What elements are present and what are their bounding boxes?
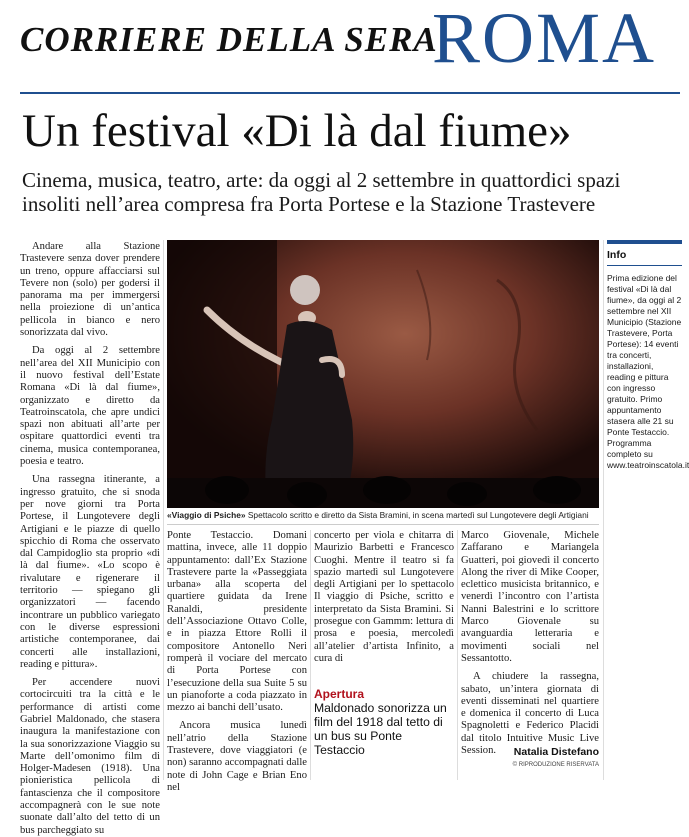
article-column-2 xyxy=(167,530,307,793)
paragraph: Marco Giovenale, Michele Zaffarano e Mariangela Guatteri, poi giovedì il concerto Along the river di Mike Cooper, eclettico musicista britannico, e venerdì l’incontro con l’artista Nanni Balestrini e lo scrittore Marco Giovenale su avanguardia letteraria e movimenti sociali nel Sessantotto. xyxy=(461,530,599,664)
paragraph: Per accendere nuovi cortocircuiti tra la città e le performance di artisti come Gabriel Maldonado, che stasera inaugura la manifestazione con la sua sonorizzazione Viaggio su Marte dell’omonimo film di Holger-Madesen (1918). Una pionieristica pellicola di fantascienza che il compositore accompagnerà con le sue note suonate dall’alto del tetto di un bus parcheggiato su xyxy=(20,677,160,836)
paragraph: Da oggi al 2 settembre nell’area del XII Municipio con il nuovo festival dell’Estate Romana «Di là dal fiume», organizzato e diretto da Teatroinscatola, che apre undici spazi non abituati all’arte per ospitare quattordici eventi tra cinema, musica contemporanea, poesia e teatro. xyxy=(20,345,160,468)
photo-caption xyxy=(167,510,599,525)
masthead xyxy=(0,0,689,100)
pull-quote xyxy=(314,687,454,757)
masthead-rule xyxy=(20,92,680,94)
article-headline: Un festival «Di là dal fiume» xyxy=(22,105,572,157)
performance-photo xyxy=(167,240,599,508)
column-divider xyxy=(603,240,604,780)
paragraph: Una rassegna itinerante, a ingresso gratuito, che si snoda per nove giorni tra Porta Portese, il Lungotevere degli Artigiani e le piazze di quello spicchio di Roma che osservato dal Campidoglio sta proprio «di là dal fiume». «Lo scopo è rivalutare e rigenerare il territorio — spiegano gli organizzatori — facendo incontrare un pubblico variegato con le diverse espressioni artistiche contemporanee, dai concerti alle installazioni, reading e pittura». xyxy=(20,474,160,670)
paragraph: Ancora musica lunedì nell’atrio della Stazione Trastevere, dove viaggiatori (e non) saranno accompagnati dalle note di John Cage e Brian Eno nel xyxy=(167,720,307,793)
paragraph: concerto per viola e chitarra di Maurizio Barbetti e Francesco Cuoghi. Mentre il teatro si fa spazio martedì sul Lungotevere degli Artigiani per lo spettacolo Il viaggio di Psiche, scritto e interpretato da Sista Bramini. Si prosegue con Gammm: lettura di prosa e poesia, mercoledì all’atelier d’artista Infinito, a cura di xyxy=(314,530,454,664)
info-box-text: Prima edizione del festival «Di là dal fiume», da oggi al 2 settembre nel XII Municipio (Stazione Trastevere, Porta Portese): 14 eventi tra concerti, installazioni, reading e pittura con ingresso gratuito. Primo appuntamento stasera alle 21 su Ponte Testaccio. Programma completo su www.teatroinscatola.it xyxy=(607,273,689,470)
copyright-notice: © RIPRODUZIONE RISERVATA xyxy=(512,762,599,768)
paragraph: Andare alla Stazione Trastevere senza dover prendere un treno, oppure affacciarsi sul Tevere non (solo) per godersi il panorama ma per immergersi nella proiezione di un’antica pellicola in bianco e nero sonorizzata dal vivo. xyxy=(20,241,160,339)
paragraph: A chiudere la rassegna, sabato, un’intera giornata di eventi disseminati nel quartiere e domenica il concerto di Luca Spagnoletti e Federico Placidi dal titolo Intuitive Music Live Session. xyxy=(461,671,599,757)
paragraph: Ponte Testaccio. Domani mattina, invece, alle 11 doppio appuntamento: dall’Ex Stazione Trastevere parte la «Passeggiata urbana» alla scoperta del quartiere guidata da Irene Ranaldi, presidente dell’Associazione Ottavo Colle, e in piazza Ettore Rolli il compositore Antonello Neri romperà il vociare del mercato di Porta Portese con l’esecuzione della sua Suite 5 su un pianoforte a coda piazzato in mezzo ai banchi dell’usato. xyxy=(167,530,307,714)
city-edition: ROMA xyxy=(432,0,657,78)
pull-quote-label: Apertura xyxy=(314,687,365,701)
article-subhead: Cinema, musica, teatro, arte: da oggi al 2 settembre in quattordici spazi insoliti nell’area compresa fra Porta Portese e la Stazione Trastevere xyxy=(22,168,621,216)
column-divider xyxy=(163,240,164,780)
column-divider xyxy=(310,530,311,780)
performer-illustration xyxy=(167,240,599,508)
caption-text: Spettacolo scritto e diretto da Sista Bramini, in scena martedì sul Lungotevere degli Artigiani xyxy=(245,510,589,520)
newspaper-name: CORRIERE DELLA SERA xyxy=(20,20,438,59)
article-column-1 xyxy=(20,241,160,836)
column-divider xyxy=(457,530,458,780)
pull-quote-text: Maldonado sonorizza un film del 1918 dal tetto di un bus su Ponte Testaccio xyxy=(314,701,447,757)
caption-label: «Viaggio di Psiche» xyxy=(167,510,246,520)
info-box-rule xyxy=(607,265,682,266)
article-column-3 xyxy=(314,530,454,680)
info-box-bar xyxy=(607,240,682,244)
author-byline: Natalia Distefano xyxy=(513,746,599,758)
info-box xyxy=(607,240,689,540)
info-box-title: Info xyxy=(607,249,627,261)
